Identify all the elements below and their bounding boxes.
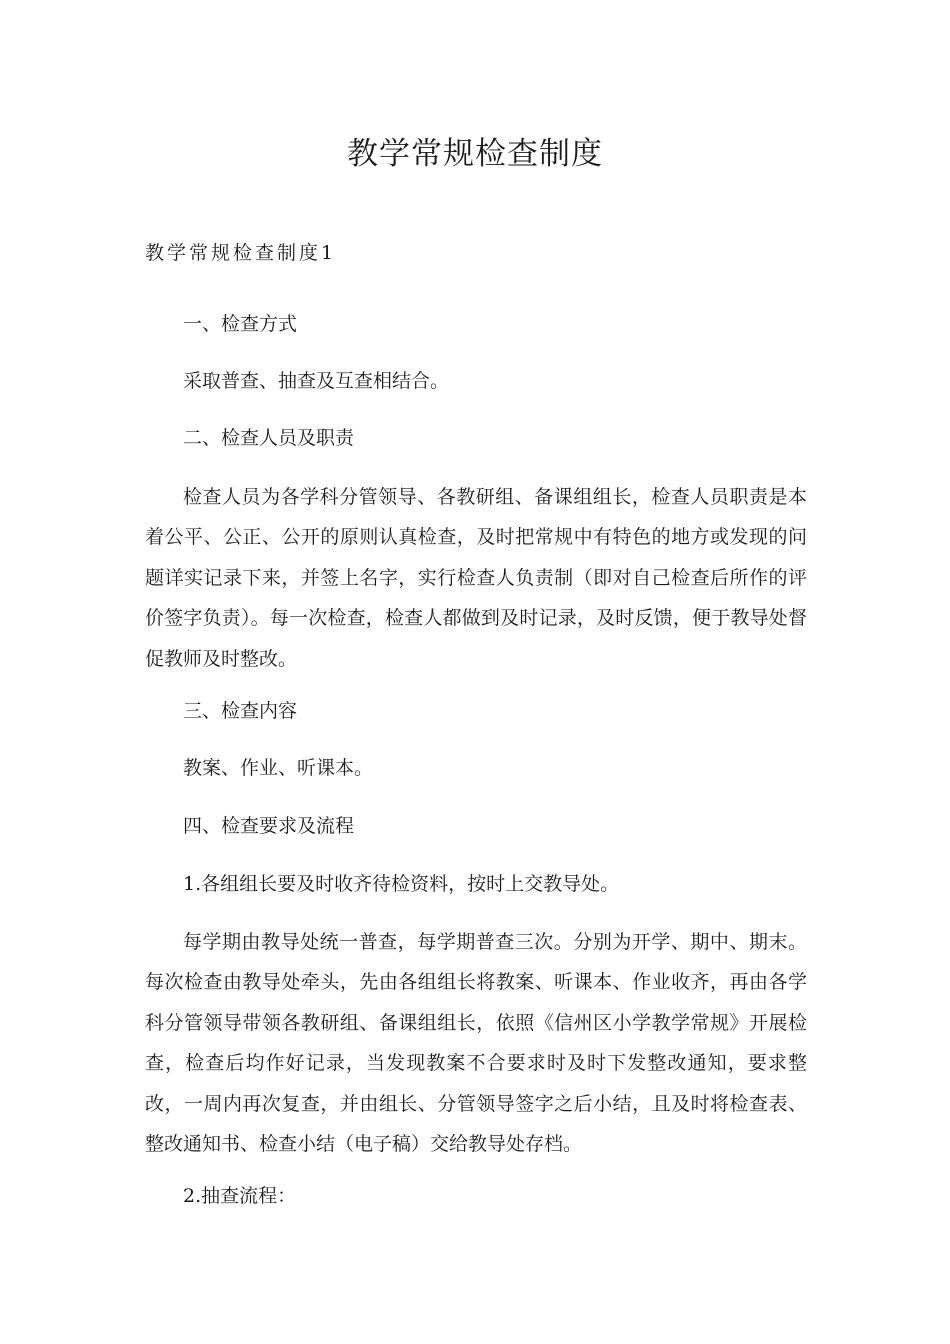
heading-inspectors-duties: 二、检查人员及职责 [183,427,355,449]
section-title: 教学常规检查制度1 [145,242,337,264]
heading-requirements-process: 四、检查要求及流程 [183,815,355,837]
heading-inspection-method: 一、检查方式 [183,313,298,335]
paragraph-inspectors-duties: 检查人员为各学科分管领导、各教研组、备课组组长，检查人员职责是本着公平、公正、公开的原则认真检查，及时把常规中有特色的地方或发现的问题详实记录下来，并签上名字，实行检查人负责制（即对自己检查后所作的评价签字负责）。每一次检查，检查人都做到及时记录，及时反馈，便于教导处督促教师及时整改。 [145,486,807,670]
paragraph-general-inspection: 每学期由教导处统一普查，每学期普查三次。分别为开学、期中、期末。每次检查由教导处牵头，先由各组组长将教案、听课本、作业收齐，再由各学科分管领导带领各教研组、备课组组长，依照《信州区小学教学常规》开展检查，检查后均作好记录，当发现教案不合要求时及时下发整改通知，要求整改，一周内再次复查，并由组长、分管领导签字之后小结，且及时将检查表、整改通知书、检查小结（电子稿）交给教导处存档。 [145,931,807,1156]
heading-inspection-content: 三、检查内容 [183,700,298,722]
text-inspection-method: 采取普查、抽查及互查相结合。 [183,370,450,392]
document-title: 教学常规检查制度 [347,136,603,172]
text-inspection-content: 教案、作业、听课本。 [183,757,374,779]
list-item-submit-materials: 1.各组组长要及时收齐待检资料，按时上交教导处。 [183,873,620,895]
list-item-spot-check-process: 2.抽查流程： [183,1185,297,1207]
